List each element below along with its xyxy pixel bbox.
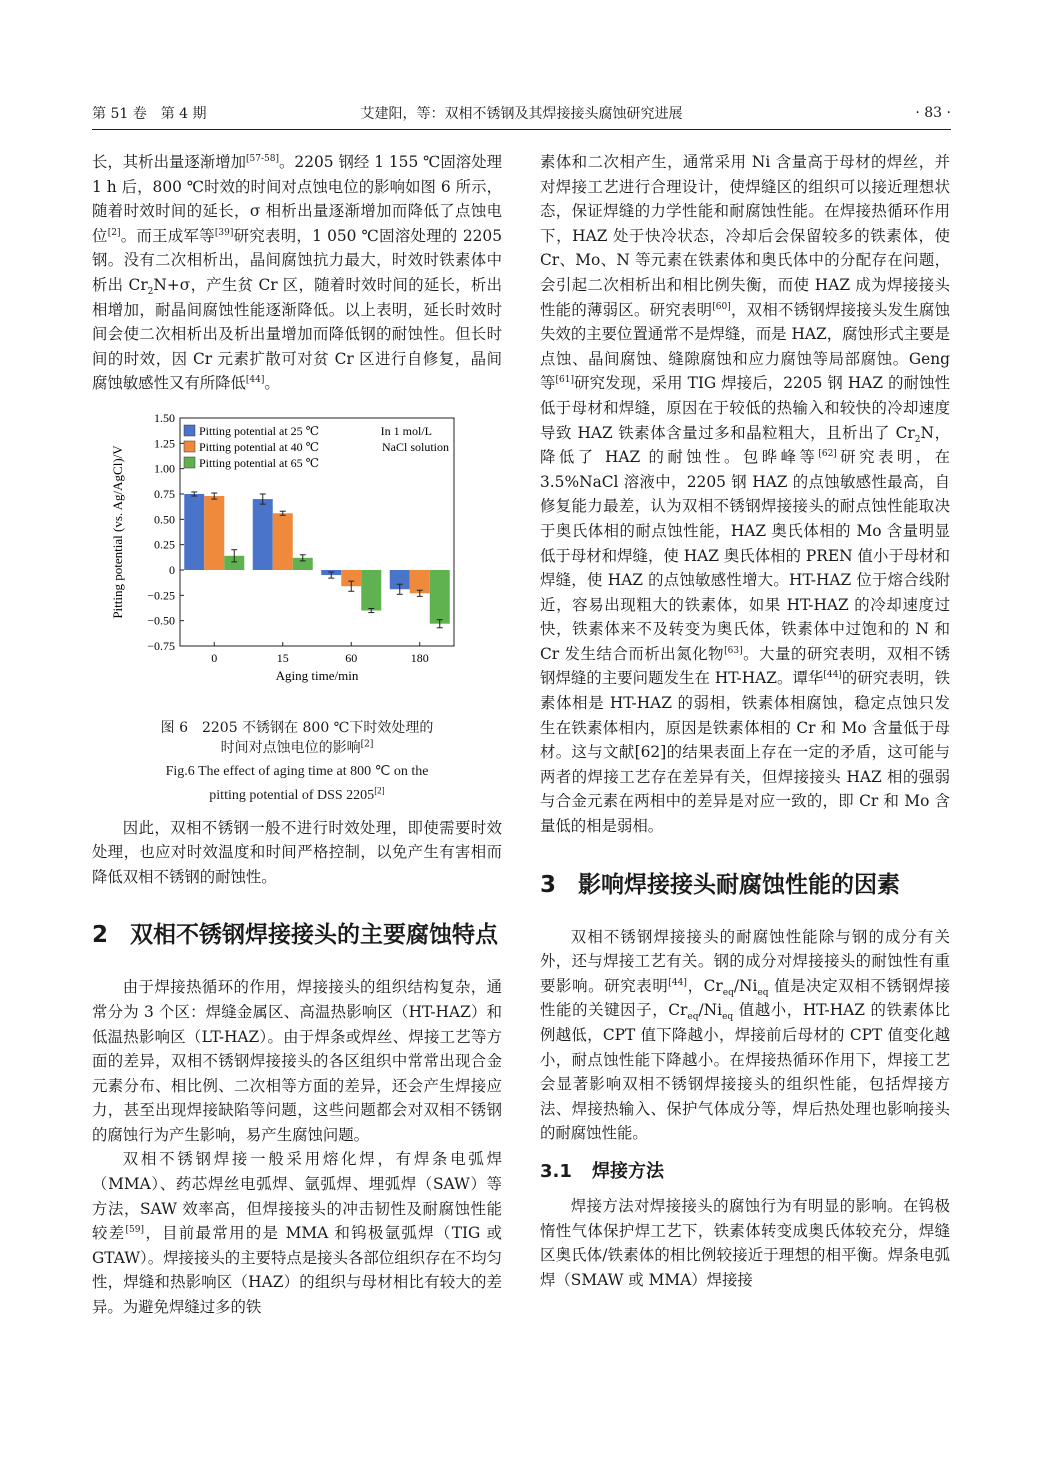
figure-caption [92,718,502,806]
section-title: 焊接方法 [592,1160,664,1182]
citation[interactable]: [61] [555,375,574,386]
journal-volume: 第 51 卷 第 4 期 [92,106,207,122]
bar-15-1 [253,499,273,570]
citation[interactable]: [2] [107,227,121,238]
section-number: 3 [540,871,557,898]
y-tick-label: −0.75 [147,638,175,653]
citation[interactable]: [59] [125,1225,144,1236]
figure-6 [92,410,502,806]
x-tick-label: 180 [410,650,429,665]
bar-60-3 [361,570,381,611]
legend-swatch [184,425,195,436]
x-tick-label: 0 [211,650,218,665]
running-header [92,100,951,126]
section-3-heading [540,867,950,903]
paragraph: 双相不锈钢焊接一般采用熔化焊，有焊条电弧焊（MMA）、药芯焊丝电弧焊、氩弧焊、埋弧焊（SAW）等方法，SAW 效率高，但焊接接头的冲击韧性及耐腐蚀性能较差[59]，目前最常用的是 MMA 和钨极氩弧焊（TIG 或 GTAW）。焊接接头的主要特点是接头各部位组织存在不均匀性，焊缝和热影响区（HAZ）的组织与母材相比有较大的差异。为避免焊缝过多的铁 [92,1150,502,1317]
citation[interactable]: [39] [214,227,234,238]
caption-en-line2: pitting potential of DSS 2205[2] [209,784,385,803]
pitting-potential-chart [92,410,502,710]
section-number: 2 [92,922,109,949]
right-column [540,150,950,1292]
caption-cn-line2: 时间对点蚀电位的影响[2] [220,738,374,756]
citation[interactable]: [60] [712,301,731,312]
citation[interactable]: [2] [374,784,385,795]
legend-label: Pitting potential at 65 ℃ [199,455,320,470]
legend-label: Pitting potential at 40 ℃ [199,439,320,454]
bar-180-3 [430,570,450,624]
running-title: 艾建阳，等：双相不锈钢及其焊接接头腐蚀研究进展 [360,106,683,122]
y-tick-label: 1.50 [154,410,175,425]
section-title: 影响焊接接头耐腐蚀性能的因素 [578,871,900,898]
section-number: 3.1 [540,1160,572,1182]
x-tick-label: 60 [345,650,358,665]
paragraph: 双相不锈钢焊接接头的耐腐蚀性能除与钢的成分有关外，还与焊接工艺有关。钢的成分对焊接接头的耐蚀性有重要影响。研究表明[44]，$Cr_{eq}/Ni_{eq}$ 值是决定双相不锈钢焊接性能的关键因子，$Cr_{eq}/Ni_{eq}$ 值越小，HT-HAZ 的铁素体比例越低，CPT 值下降越小，焊接前后母材的 CPT 值变化越小，耐点蚀性能下降越小。在焊接热循环作用下，焊接工艺会显著影响双相不锈钢焊接接头的组织性能，包括焊接方法、焊接热输入、保护气体成分等，焊后热处理也影响接头的耐腐蚀性能。 [540,927,950,1143]
y-tick-label: 0.50 [154,512,175,527]
y-axis-label: Pitting potential (vs. Ag/AgCl)/V [110,445,125,619]
page-number: · 83 · [915,105,951,121]
paragraph: 长，其析出量逐渐增加[57-58]。2205 钢经 1 155 ℃固溶处理 1 h 后，800 ℃时效的时间对点蚀电位的影响如图 6 所示，随着时效时间的延长，σ 相析出量逐渐增加而降低了点蚀电位[2]。而王成军等[39]研究表明，1 050 ℃固溶处理的 2205 钢。没有二次相析出，晶间腐蚀抗力最大，时效时铁素体中析出 $Cr_2N+\sigma$，产生贫 Cr 区，随着时效时间的延长，析出相增加，耐晶间腐蚀性能逐渐降低。以上表明，延长时效时间会使二次相析出及析出量增加而降低钢的耐蚀性。但长时间的时效，因 Cr 元素扩散可对贫 Cr 区进行自修复，晶间腐蚀敏感性又有所降低[44]。 [92,153,502,393]
y-tick-label: 0.25 [154,537,175,552]
paragraph: 因此，双相不锈钢一般不进行时效处理，即使需要时效处理，也应对时效温度和时间严格控制，以免产生有害相而降低双相不锈钢的耐蚀性。 [92,818,502,886]
citation[interactable]: [44] [668,977,687,988]
y-tick-label: 1.00 [154,461,175,476]
chart-annotation: NaCl solution [381,439,449,454]
citation[interactable]: [44] [823,670,842,681]
bar-0-2 [204,496,224,570]
caption-en-line1: Fig.6 The effect of aging time at 800 ℃ on the [165,763,429,779]
y-tick-label: 0 [169,562,175,577]
legend-swatch [184,457,195,468]
caption-cn-line1: 图 6 2205 不锈钢在 800 ℃下时效处理的 [160,719,434,736]
legend-swatch [184,441,195,452]
y-tick-label: −0.50 [147,613,175,628]
citation[interactable]: [2] [360,738,374,749]
section-3-1-heading [540,1158,950,1186]
left-column [92,150,502,1320]
paragraph: 焊接方法对焊接接头的腐蚀行为有明显的影响。在钨极惰性气体保护焊工艺下，铁素体转变成奥氏体较充分，焊缝区奥氏体/铁素体的相比例较接近于理想的相平衡。焊条电弧焊（SMAW 或 MMA）焊接接 [540,1196,950,1289]
citation[interactable]: [63] [724,645,743,656]
citation[interactable]: [62] [818,449,837,459]
header-rule [92,129,951,130]
chart-annotation: In 1 mol/L [380,423,432,438]
bar-0-1 [184,494,204,570]
paragraph: 由于焊接热循环的作用，焊接接头的组织结构复杂，通常分为 3 个区：焊缝金属区、高温热影响区（HT-HAZ）和低温热影响区（LT-HAZ）。由于焊条或焊丝、焊接工艺等方面的差异，双相不锈钢焊接接头的各区组织中常常出现合金元素分布、相比例、二次相等方面的差异，还会产生焊接应力，甚至出现焊接缺陷等问题，这些问题都会对双相不锈钢的腐蚀行为产生影响，易产生腐蚀问题。 [92,978,502,1144]
citation[interactable]: [57-58] [246,153,279,164]
bar-15-2 [273,513,293,570]
section-2-heading [92,917,502,953]
x-axis-label: Aging time/min [275,667,359,683]
x-tick-label: 15 [276,650,289,665]
legend-label: Pitting potential at 25 ℃ [199,423,320,438]
paragraph: 素体和二次相产生，通常采用 Ni 含量高于母材的焊丝，并对焊接工艺进行合理设计，使焊缝区的组织可以接近理想状态，保证焊缝的力学性能和耐腐蚀性能。在焊接热循环作用下，HAZ 处于快冷状态，冷却后会保留较多的铁素体，使 Cr、Mo、N 等元素在铁素体和奥氏体中的分配存在问题，会引起二次相析出和相比例失衡，而使 HAZ 成为焊接接头性能的薄弱区。研究表明[60]，双相不锈钢焊接接头发生腐蚀失效的主要位置通常不是焊缝，而是 HAZ，腐蚀形式主要是点蚀、晶间腐蚀、缝隙腐蚀和应力腐蚀等局部腐蚀。Geng 等[61]研究发现，采用 TIG 焊接后，2205 钢 HAZ 的耐蚀性低于母材和焊缝，原因在于较低的热输入和较快的冷却速度导致 HAZ 铁素体含量过多和晶粒粗大，且析出了 $Cr_2N$，降低了 HAZ 的耐蚀性。包晔峰等[62]研究表明，在 3.5%NaCl 溶液中，2205 钢 HAZ 的点蚀敏感性最高，自修复能力最差，认为双相不锈钢焊接接头的耐点蚀性能取决于奥氏体相的耐点蚀性能，HAZ 奥氏体相的 Mo 含量明显低于母材和焊缝，使 HAZ 奥氏体相的 PREN 值小于母材和焊缝，使 HAZ 的点蚀敏感性增大。HT-HAZ 位于熔合线附近，容易出现粗大的铁素体，如果 HT-HAZ 的冷却速度过快，铁素体来不及转变为奥氏体，铁素体中过饱和的 N 和 Cr 发生结合而析出氮化物[63]。大量的研究表明，双相不锈钢焊缝的主要问题发生在 HT-HAZ。谭华[44]的研究表明，铁素体相是 HT-HAZ 的弱相，铁素体相腐蚀，稳定点蚀只发生在铁素体相内，原因是铁素体相的 Cr 和 Mo 含量低于母材。这与文献[62]的结果表面上存在一定的矛盾，这可能与两者的焊接工艺存在差异有关，但焊接接头 HAZ 相的强弱与合金元素在两相中的差异是对应一致的，即 Cr 和 Mo 含量低的相是弱相。 [540,153,950,836]
citation[interactable]: [44] [245,375,265,386]
y-tick-label: −0.25 [147,588,175,603]
section-title: 双相不锈钢焊接接头的主要腐蚀特点 [130,922,498,949]
y-tick-label: 1.25 [154,436,175,451]
y-tick-label: 0.75 [154,486,175,501]
